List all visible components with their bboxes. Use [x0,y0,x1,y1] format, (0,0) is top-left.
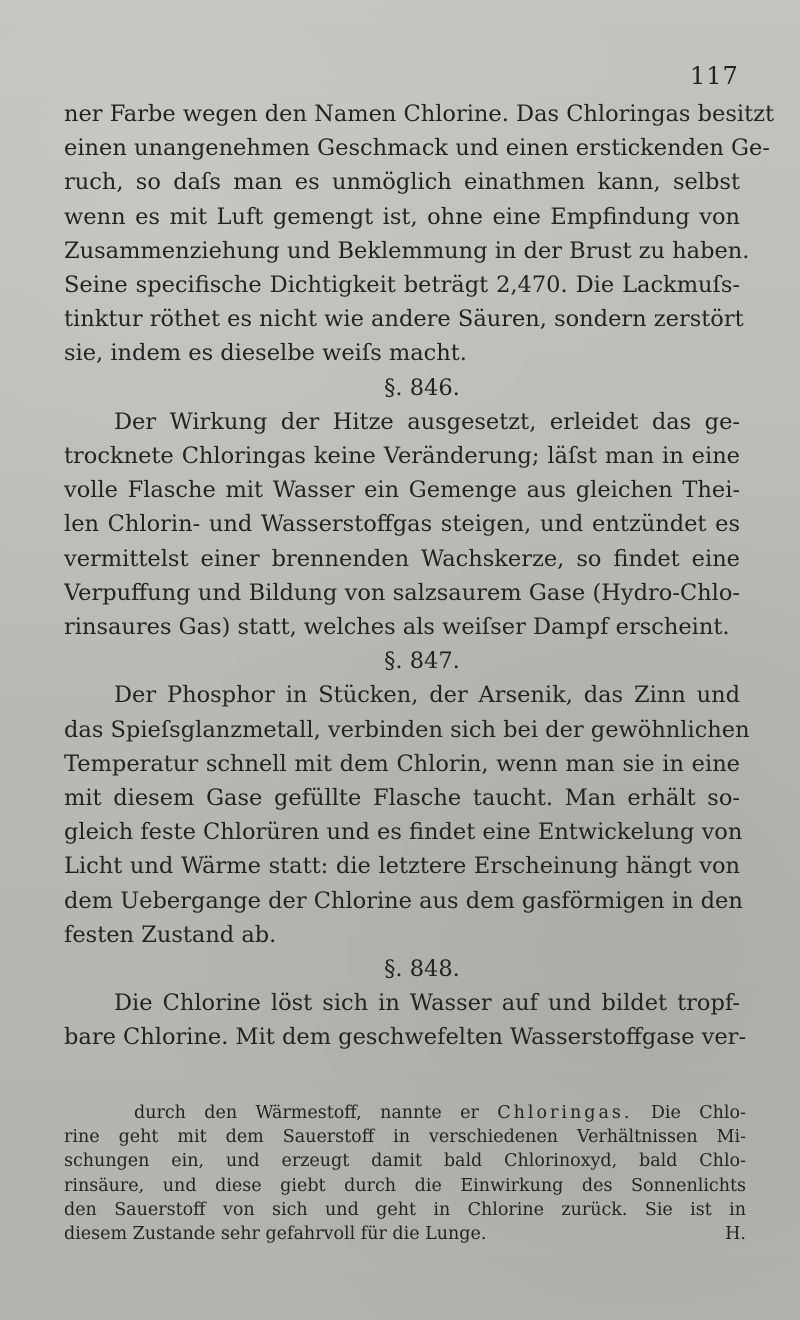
text-line: ner Farbe wegen den Namen Chlorine. Das Chloringas besitzt [64,101,775,127]
footnote-block [64,1101,746,1246]
footnote-line: den Sauerstoff von sich und geht in Chlorine zurück. Sie ist in [64,1199,746,1220]
text-line: bare Chlorine. Mit dem geschwefelten Wasserstoffgase ver- [64,1024,747,1051]
text-line: mit diesem Gase gefüllte Flasche taucht. Man erhält so- [64,785,740,812]
text-line: gleich feste Chlorüren und es findet eine Entwickelung von [64,819,743,846]
text-line: Der Phosphor in Stücken, der Arsenik, das Zinn und [114,682,740,709]
footnote-line [64,1222,746,1246]
text-line: vermittelst einer brennenden Wachskerze, so findet eine [64,545,740,572]
footnote-text: diesem Zustande sehr gefahrvoll für die Lunge. [64,1224,487,1245]
text-line: ruch, so daſs man es unmöglich einathmen kann, selbst [64,169,740,196]
text-line: Temperatur schnell mit dem Chlorin, wenn man sie in eine [64,750,740,777]
section-heading: §. 848. [384,956,460,983]
text-line: tinktur röthet es nicht wie andere Säuren, sondern zerstört [64,306,744,333]
text-line: Seine specifische Dichtigkeit beträgt 2,470. Die Lackmuſs- [64,272,740,299]
text-line: trocknete Chloringas keine Veränderung; läſst man in eine [64,443,740,470]
text-line: festen Zustand ab. [64,921,277,948]
text-line: einen unangenehmen Geschmack und einen erstickenden Ge- [64,135,770,162]
text-line: volle Flasche mit Wasser ein Gemenge aus gleichen Thei- [64,477,740,504]
text-line: Der Wirkung der Hitze ausgesetzt, erleidet das ge- [114,408,740,435]
page-number: 117 [690,62,739,90]
footnote-line: rine geht mit dem Sauerstoff in verschiedenen Verhältnissen Mi- [64,1127,746,1148]
text-line: Verpuffung und Bildung von salzsaurem Gase (Hydro-Chlo- [64,579,740,606]
footnote-line [64,1101,746,1125]
text-line: Zusammenziehung und Beklemmung in der Brust zu haben. [64,237,750,264]
text-line: dem Uebergange der Chlorine aus dem gasförmigen in den [64,887,743,914]
text-line: sie, indem es dieselbe weiſs macht. [64,340,467,367]
text-line: rinsaures Gas) statt, welches als weiſser Dampf erscheint. [64,614,730,641]
footnote-term: Chloringas. [497,1103,633,1123]
section-heading: §. 846. [384,374,460,401]
main-text-block [64,97,775,1055]
footnote-text: durch den Wärmestoff, nannte er [134,1103,479,1123]
text-line: wenn es mit Luft gemengt ist, ohne eine Empfindung von [64,203,740,230]
text-line: len Chlorin- und Wasserstoffgas steigen, und entzündet es [64,511,740,538]
footnote-line: rinsäure, und diese giebt durch die Einwirkung des Sonnenlichts [64,1175,746,1196]
footnote-text: Die Chlo- [650,1103,746,1123]
text-line: das Spieſsglanzmetall, verbinden sich bei der gewöhnlichen [64,716,750,743]
text-line: Licht und Wärme statt: die letztere Erscheinung hängt von [64,853,740,880]
section-heading: §. 847. [384,648,460,675]
text-line: Die Chlorine löst sich in Wasser auf und bildet tropf- [114,990,740,1017]
footnote-signature: H. [725,1224,746,1245]
footnote-line: schungen ein, und erzeugt damit bald Chlorinoxyd, bald Chlo- [64,1151,746,1172]
